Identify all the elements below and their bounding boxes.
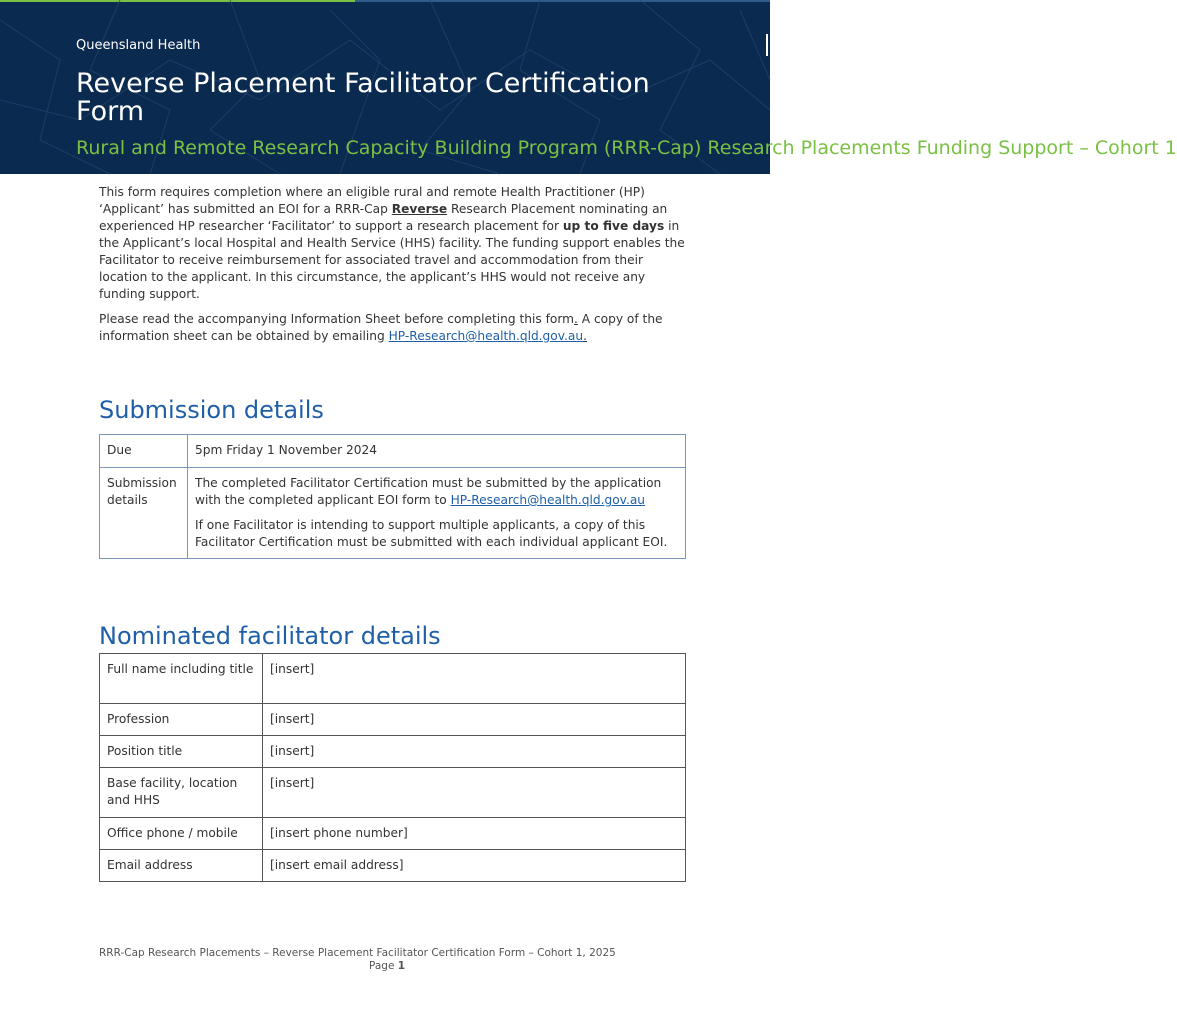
intro-text-span: This form requires completion where an eligible rural and remote Health Practitioner (HP) ‘Applicant’ has submitted an EOI for a RRR-Cap <box>99 185 645 216</box>
intro-punct: . <box>583 329 587 343</box>
email-link[interactable]: HP-Research@health.qld.gov.au <box>388 329 584 343</box>
scroll-edge-mark <box>766 34 768 56</box>
reverse-emphasis: Reverse <box>391 202 448 216</box>
five-days-emphasis: up to five days <box>562 219 665 233</box>
intro-text <box>99 184 685 353</box>
email-input[interactable]: [insert email address] <box>263 850 686 882</box>
footer-text: RRR-Cap Research Placements – Reverse Placement Facilitator Certification Form – Cohort 1, 2025 <box>99 947 616 959</box>
intro-paragraph-2 <box>99 311 685 345</box>
due-value: 5pm Friday 1 November 2024 <box>188 435 686 468</box>
page-number <box>369 960 405 973</box>
profession-input[interactable]: [insert] <box>263 704 686 736</box>
intro-text-span: Research Placement nominating an experienced HP researcher ‘Facilitator’ to support a research placement for <box>99 202 668 233</box>
multiple-applicants-note: If one Facilitator is intending to support multiple applicants, a copy of this Facilitator Certification must be submitted with each individual applicant EOI. <box>195 518 668 549</box>
facilitator-table <box>99 653 686 882</box>
page-label: Page <box>369 960 398 972</box>
submission-instructions <box>195 475 678 509</box>
intro-text-span: Please read the accompanying Information Sheet before completing this form <box>99 312 574 326</box>
table-row <box>100 818 686 850</box>
page-title: Reverse Placement Facilitator Certification Form <box>76 68 650 127</box>
fullname-input[interactable]: [insert] <box>263 654 686 704</box>
email-label: Email address <box>100 850 263 882</box>
table-row <box>100 736 686 768</box>
intro-punct: . <box>573 312 578 326</box>
position-input[interactable]: [insert] <box>263 736 686 768</box>
page-subtitle: Rural and Remote Research Capacity Building Program (RRR-Cap) Research Placements Funding Support – Cohort 1 <box>76 137 1177 159</box>
intro-paragraph-1 <box>99 184 685 303</box>
phone-label: Office phone / mobile <box>100 818 263 850</box>
header-banner <box>0 0 1177 174</box>
fullname-label: Full name including title <box>100 654 263 704</box>
position-label: Position title <box>100 736 263 768</box>
facility-label: Base facility, location and HHS <box>100 768 263 818</box>
submission-value <box>188 468 686 559</box>
table-row <box>100 435 686 468</box>
intro-text-span: A copy of the information sheet can be obtained by emailing <box>99 312 663 343</box>
phone-input[interactable]: [insert phone number] <box>263 818 686 850</box>
due-label: Due <box>100 435 188 468</box>
table-row <box>100 704 686 736</box>
intro-text-span: in the Applicant’s local Hospital and Health Service (HHS) facility. The funding support enables the Facilitator to receive reimbursement for associated travel and accommodation from their location to the applicant. In this circumstance, the applicant’s HHS would not receive any funding support. <box>99 219 685 301</box>
facility-input[interactable]: [insert] <box>263 768 686 818</box>
table-row <box>100 468 686 559</box>
submission-table <box>99 434 686 559</box>
submission-label: Submission details <box>100 468 188 559</box>
facilitator-heading: Nominated facilitator details <box>99 622 441 650</box>
table-row <box>100 768 686 818</box>
profession-label: Profession <box>100 704 263 736</box>
submission-text: The completed Facilitator Certification must be submitted by the application with the completed applicant EOI form to <box>195 476 662 507</box>
brand-name: Queensland Health <box>76 38 201 53</box>
submission-email-link[interactable]: HP-Research@health.qld.gov.au <box>450 493 646 507</box>
submission-heading: Submission details <box>99 396 324 424</box>
table-row <box>100 850 686 882</box>
page-footer <box>99 947 659 972</box>
page-num: 1 <box>397 960 406 972</box>
table-row <box>100 654 686 704</box>
